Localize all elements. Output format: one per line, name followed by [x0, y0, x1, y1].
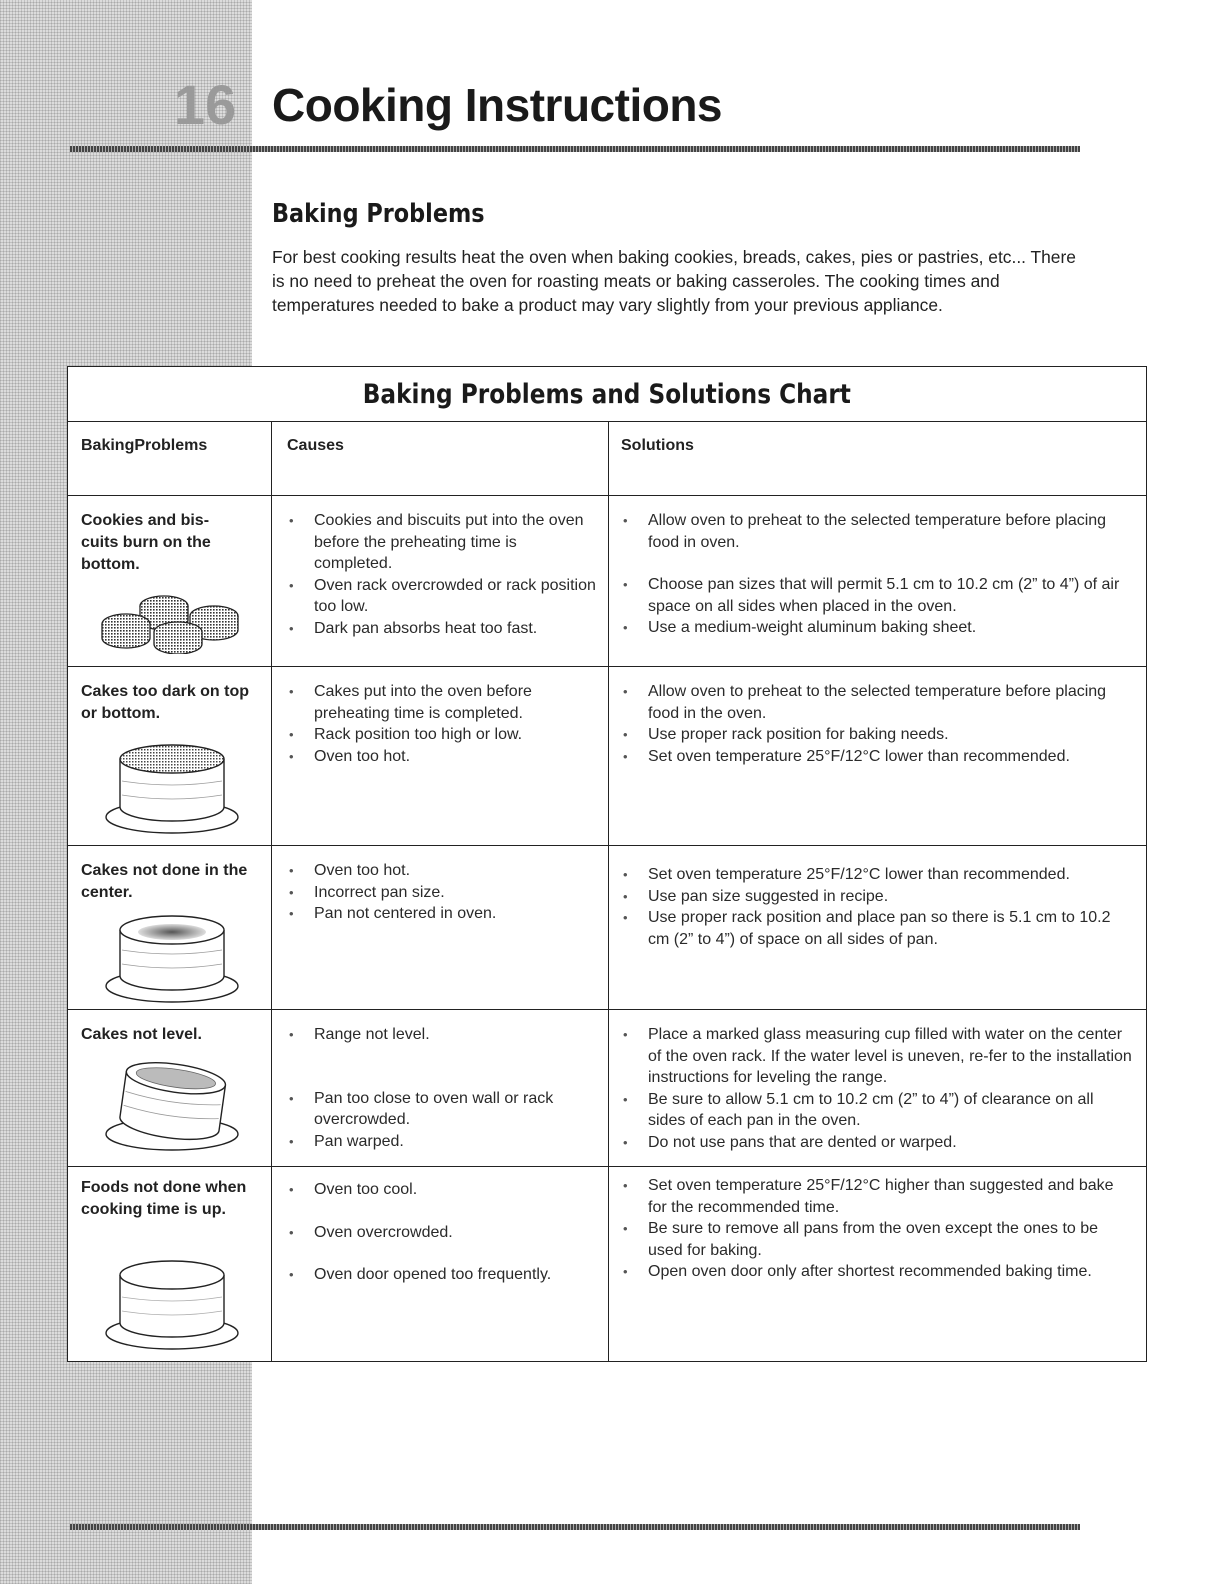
- list-item: • Oven too cool.: [287, 1179, 598, 1201]
- problem-text: Cakes not done in the center.: [81, 862, 248, 901]
- causes-list: [287, 860, 598, 925]
- solutions-cell: [608, 846, 1146, 950]
- causes-list: [287, 510, 598, 640]
- header-rule: [70, 146, 1080, 152]
- list-item: • Range not level.: [287, 1024, 598, 1046]
- list-item: • Place a marked glass measuring cup filled with water on the center of the oven rack. If the water level is uneven, re-fer to the installation instructions for leveling the range.: [621, 1024, 1134, 1089]
- causes-cell: [271, 496, 608, 640]
- causes-list: [287, 1179, 598, 1286]
- table-row: [68, 1010, 1146, 1167]
- problem-text: Cookies and bis-cuits burn on the bottom.: [81, 512, 211, 573]
- list-item: • Oven too hot.: [287, 746, 598, 768]
- table-row: [68, 846, 1146, 1010]
- causes-cell: [271, 667, 608, 767]
- solutions-cell: [608, 1167, 1146, 1283]
- list-item: • Cakes put into the oven before preheating time is completed.: [287, 681, 598, 724]
- section-heading: Baking Problems: [272, 199, 485, 229]
- list-item: • Oven rack overcrowded or rack position too low.: [287, 575, 598, 618]
- problem-cell: [68, 1010, 271, 1046]
- solutions-cell: [608, 667, 1146, 767]
- solutions-list: [621, 681, 1134, 767]
- list-item: • Use pan size suggested in recipe.: [621, 886, 1134, 908]
- solutions-cell: [608, 496, 1146, 639]
- problem-cell: [68, 496, 271, 576]
- list-item: • Allow oven to preheat to the selected temperature before placing food in oven.: [621, 510, 1134, 553]
- causes-cell: [271, 846, 608, 925]
- problem-text: Foods not done when cooking time is up.: [81, 1179, 247, 1218]
- list-item: • Set oven temperature 25°F/12°C lower than recommended.: [621, 746, 1134, 768]
- solutions-list: [621, 1175, 1134, 1283]
- problem-text: Cakes not level.: [81, 1026, 202, 1043]
- cake-plain-illustration: [102, 1253, 242, 1351]
- problem-text: Cakes too dark on top or bottom.: [81, 683, 250, 722]
- intro-paragraph: For best cooking results heat the oven when baking cookies, breads, cakes, pies or pastries, etc... There is no need to preheat the oven for roasting meats or baking casseroles. The cooking times and temperatures needed to bake a product may vary slightly from your previous appliance.: [272, 247, 1076, 315]
- list-item: • Set oven temperature 25°F/12°C higher than suggested and bake for the recommended time.: [621, 1175, 1134, 1218]
- list-item: • Rack position too high or low.: [287, 724, 598, 746]
- causes-cell: [271, 1167, 608, 1286]
- list-item: • Pan warped.: [287, 1131, 598, 1153]
- column-header-solutions: Solutions: [621, 437, 694, 454]
- column-header-problems: BakingProblems: [81, 437, 208, 454]
- list-item: • Incorrect pan size.: [287, 882, 598, 904]
- list-item: • Pan too close to oven wall or rack overcrowded.: [287, 1088, 598, 1131]
- list-item: • Be sure to remove all pans from the oven except the ones to be used for baking.: [621, 1218, 1134, 1261]
- cake-center-illustration: [102, 908, 242, 1004]
- table-header-row: [68, 421, 1146, 496]
- cookies-illustration: [96, 582, 246, 654]
- list-item: • Dark pan absorbs heat too fast.: [287, 618, 598, 640]
- footer-rule: [70, 1524, 1080, 1530]
- problem-cell: [68, 846, 271, 904]
- page-title: Cooking Instructions: [272, 79, 722, 131]
- chart-title: [68, 367, 1146, 422]
- solutions-list: [621, 864, 1134, 950]
- list-item: • Use proper rack position for baking needs.: [621, 724, 1134, 746]
- list-item: • Choose pan sizes that will permit 5.1 cm to 10.2 cm (2” to 4”) of air space on all sides when placed in the oven.: [621, 574, 1134, 617]
- list-item: • Allow oven to preheat to the selected temperature before placing food in the oven.: [621, 681, 1134, 724]
- table-row: [68, 1167, 1146, 1361]
- causes-list: [287, 1024, 598, 1152]
- list-item: • Set oven temperature 25°F/12°C lower than recommended.: [621, 864, 1134, 886]
- cake-tilted-illustration: [102, 1056, 242, 1152]
- solutions-cell: [608, 1010, 1146, 1154]
- problem-cell: [68, 1167, 271, 1221]
- table-row: [68, 496, 1146, 667]
- list-item: • Pan not centered in oven.: [287, 903, 598, 925]
- list-item: • Oven overcrowded.: [287, 1222, 598, 1244]
- list-item: • Use proper rack position and place pan so there is 5.1 cm to 10.2 cm (2” to 4”) of space on all sides of pan.: [621, 907, 1134, 950]
- list-item: • Do not use pans that are dented or warped.: [621, 1132, 1134, 1154]
- cake-dark-illustration: [102, 737, 242, 837]
- table-row: [68, 667, 1146, 846]
- solutions-list: [621, 510, 1134, 639]
- column-header-causes: Causes: [287, 437, 344, 454]
- solutions-list: [621, 1024, 1134, 1154]
- page-number: 16: [173, 73, 237, 136]
- list-item: • Be sure to allow 5.1 cm to 10.2 cm (2” to 4”) of clearance on all sides of each pan in the oven.: [621, 1089, 1134, 1132]
- list-item: • Open oven door only after shortest recommended baking time.: [621, 1261, 1134, 1283]
- list-item: • Oven door opened too frequently.: [287, 1264, 598, 1286]
- list-item: • Use a medium-weight aluminum baking sheet.: [621, 617, 1134, 639]
- problem-cell: [68, 667, 271, 725]
- chart-title-text: Baking Problems and Solutions Chart: [362, 378, 852, 410]
- causes-cell: [271, 1010, 608, 1152]
- baking-problems-chart: [67, 366, 1147, 1362]
- causes-list: [287, 681, 598, 767]
- list-item: • Oven too hot.: [287, 860, 598, 882]
- list-item: • Cookies and biscuits put into the oven before the preheating time is completed.: [287, 510, 598, 575]
